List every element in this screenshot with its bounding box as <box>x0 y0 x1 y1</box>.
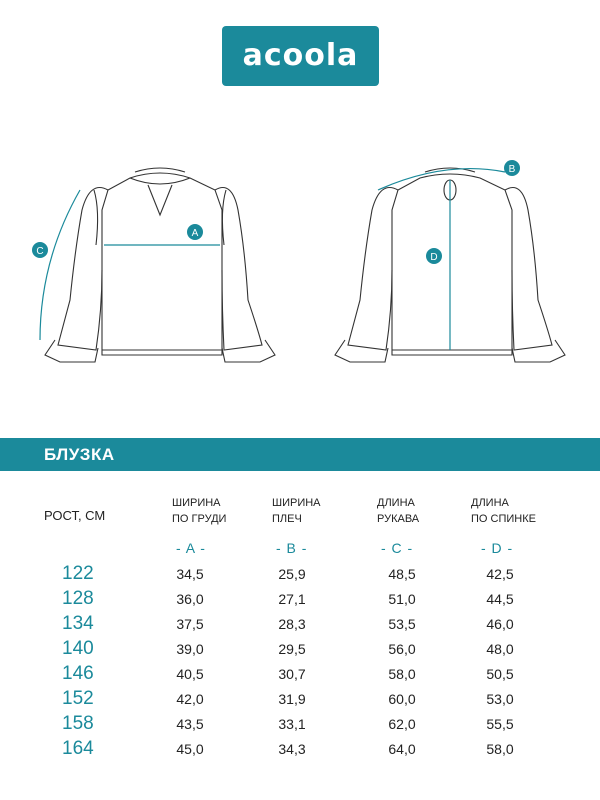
row-value: 43,5 <box>176 716 204 732</box>
row-value: 51,0 <box>388 591 416 607</box>
row-value: 50,5 <box>486 666 514 682</box>
row-value: 30,7 <box>278 666 306 682</box>
row-value: 62,0 <box>388 716 416 732</box>
row-value: 34,5 <box>176 566 204 582</box>
marker-c-label: C <box>36 246 44 257</box>
row-value: 33,1 <box>278 716 306 732</box>
row-value: 48,5 <box>388 566 416 582</box>
row-value: 34,3 <box>278 741 306 757</box>
row-height: 128 <box>62 588 94 609</box>
brand-logo <box>222 26 379 86</box>
row-value: 36,0 <box>176 591 204 607</box>
row-height: 134 <box>62 613 94 634</box>
col-letter-d: - D - <box>481 540 514 556</box>
logo-text: acoola <box>242 38 359 73</box>
row-value: 44,5 <box>486 591 514 607</box>
row-value: 53,5 <box>388 616 416 632</box>
section-title: БЛУЗКА <box>44 445 115 464</box>
row-value: 27,1 <box>278 591 306 607</box>
row-value: 58,0 <box>388 666 416 682</box>
row-value: 28,3 <box>278 616 306 632</box>
row-height: 164 <box>62 738 94 759</box>
row-value: 25,9 <box>278 566 306 582</box>
row-height: 152 <box>62 688 94 709</box>
row-value: 42,5 <box>486 566 514 582</box>
row-value: 29,5 <box>278 641 306 657</box>
col-header-line2: ПО СПИНКЕ <box>471 513 536 525</box>
row-value: 60,0 <box>388 691 416 707</box>
marker-a-label: A <box>191 228 199 239</box>
table-row <box>0 663 600 688</box>
table-row <box>0 563 600 588</box>
row-value: 37,5 <box>176 616 204 632</box>
col-letter-b: - B - <box>276 540 308 556</box>
table-row <box>0 588 600 613</box>
row-height: 140 <box>62 638 94 659</box>
section-header-band <box>0 438 600 471</box>
row-value: 56,0 <box>388 641 416 657</box>
row-value: 46,0 <box>486 616 514 632</box>
col-header-line2: РУКАВА <box>377 513 420 525</box>
table-row <box>0 613 600 638</box>
row-height: 158 <box>62 713 94 734</box>
row-value: 39,0 <box>176 641 204 657</box>
table-row <box>0 638 600 663</box>
row-value: 45,0 <box>176 741 204 757</box>
table-row <box>0 713 600 738</box>
table-row <box>0 688 600 713</box>
row-value: 53,0 <box>486 691 514 707</box>
row-value: 55,5 <box>486 716 514 732</box>
col-header-line1: ДЛИНА <box>377 497 415 509</box>
col-header-sleeve <box>377 495 419 527</box>
row-height: 122 <box>62 563 94 584</box>
front-view <box>45 168 275 362</box>
row-value: 58,0 <box>486 741 514 757</box>
col-header-line2: ПО ГРУДИ <box>172 513 227 525</box>
col-header-back-length <box>471 495 536 527</box>
row-value: 42,0 <box>176 691 204 707</box>
col-letter-a: - A - <box>176 540 206 556</box>
col-header-line1: ШИРИНА <box>272 497 321 509</box>
row-height: 146 <box>62 663 94 684</box>
garment-technical-sketch <box>0 150 600 390</box>
row-value: 40,5 <box>176 666 204 682</box>
table-row <box>0 738 600 763</box>
height-column-header: РОСТ, СМ <box>44 508 106 523</box>
col-header-line1: ДЛИНА <box>471 497 509 509</box>
row-value: 31,9 <box>278 691 306 707</box>
col-header-shoulders <box>272 495 321 527</box>
measure-line-b <box>378 169 505 190</box>
col-letter-c: - C - <box>381 540 414 556</box>
marker-b-label: B <box>508 164 516 175</box>
col-header-chest <box>172 495 226 527</box>
row-value: 48,0 <box>486 641 514 657</box>
col-header-line1: ШИРИНА <box>172 497 221 509</box>
marker-d-label: D <box>430 252 438 263</box>
row-value: 64,0 <box>388 741 416 757</box>
col-header-line2: ПЛЕЧ <box>272 513 302 525</box>
